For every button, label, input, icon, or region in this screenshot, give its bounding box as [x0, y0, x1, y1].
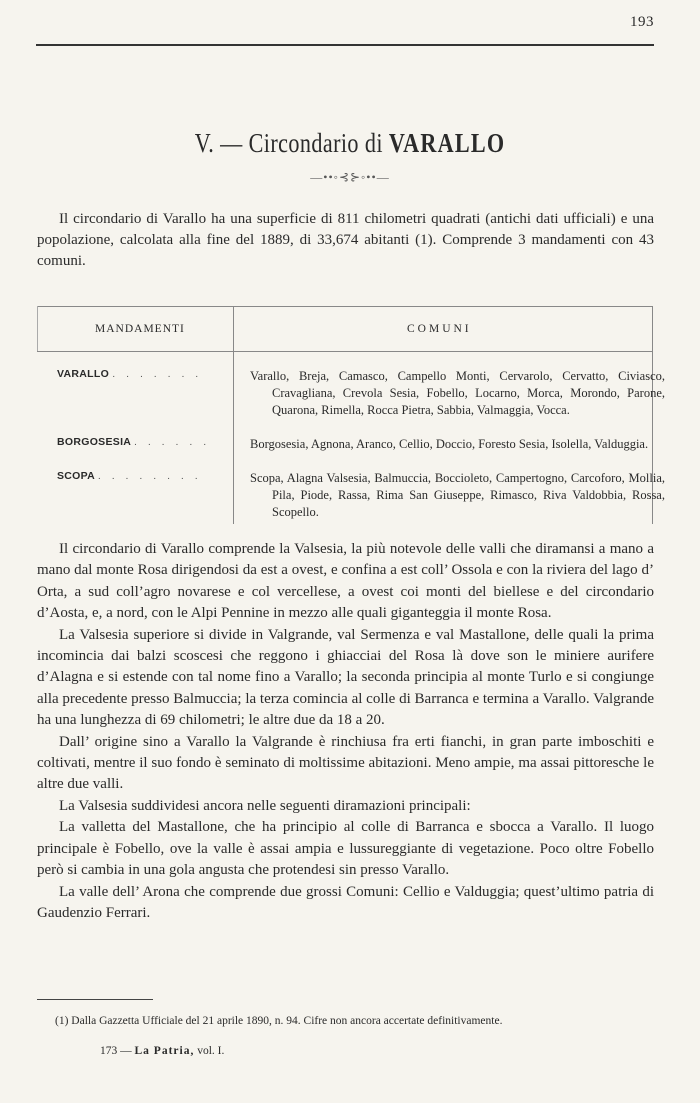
mandamento-name: SCOPA: [57, 470, 95, 482]
chapter-title-prefix: V. — Circondario di: [194, 128, 389, 158]
mandamenti-table: [37, 306, 665, 524]
header-comuni: COMUNI: [407, 323, 472, 335]
paragraph: La Valsesia superiore si divide in Valgrande, val Sermenza e val Mastallone, delle quali la prima incomincia dai balzi scoscesi che reggono i ghiacciai del Rosa là dove son le miniere aurifere d’Alagna e si estende con tal nome fino a Varallo; la seconda principia al monte Turlo e si congiunge alla precedente presso Balmuccia; la terza comincia al colle di Barranca e termina a Varallo. Valgrande ha una lunghezza di 69 chilometri; le altre due da 18 a 20.: [37, 626, 654, 729]
mandamento-name: BORGOSESIA: [57, 436, 131, 448]
mandamento-cell: [57, 368, 229, 380]
intro-paragraph: Il circondario di Varallo ha una superficie di 811 chilometri quadrati (antichi dati ufficiali) e una popolazione, calcolata alla fine del 1889, di 33,674 abitanti (1). Comprende 3 mandamenti con 43 comuni.: [37, 211, 654, 269]
header-rule: [36, 44, 654, 46]
comuni-list: Varallo, Breja, Camasco, Campello Monti, Cervarolo, Cervatto, Civiasco, Cravagliana, Crevola Sesia, Fobello, Locarno, Morca, Morondo, Parone, Quarona, Rimella, Rocca Pietra, Sabbia, Valmaggia, Vocca.: [250, 369, 665, 417]
signature-publication: La Patria,: [134, 1045, 195, 1057]
printer-signature: [100, 1045, 224, 1057]
paragraph: La valletta del Mastallone, che ha principio al colle di Barranca e sbocca a Varallo. Il luogo principale è Fobello, ove la valle è assai ampia e lussureggiante di vegetazione. Poco oltre Fobello però si cambia in una gola angusta che protendesi sin presso Varallo.: [37, 819, 654, 879]
comuni-list: Borgosesia, Agnona, Aranco, Cellio, Doccio, Foresto Sesia, Isolella, Valduggia.: [250, 437, 649, 451]
leader-dots: . . . . . .: [134, 436, 211, 448]
footnote: (1) Dalla Gazzetta Ufficiale del 21 aprile 1890, n. 94. Cifre non ancora accertate definitivamente.: [55, 1015, 503, 1027]
page-number: 193: [630, 14, 654, 30]
table-column-rule: [233, 306, 234, 524]
chapter-title-name: VARALLO: [388, 128, 506, 158]
table-left-rule: [37, 306, 38, 352]
signature-sheet: 173 —: [100, 1045, 132, 1057]
footnote-rule: [37, 999, 153, 1000]
title-ornament: —••◦⊰⊱◦••—: [310, 170, 390, 184]
paragraph: Il circondario di Varallo comprende la Valsesia, la più notevole delle valli che diramansi a mano a mano dal monte Rosa dirigendosi da est a ovest, e confina a est coll’ Ossola e con la riviera del lago d’ Orta, a sud coll’agro novarese e col vercellese, a ovest coi monti del biellese e del circondario d’Aosta, e, a nord, con le Alpi Pennine in mezzo alle quali giganteggia il monte Rosa.: [37, 541, 654, 622]
leader-dots: . . . . . . .: [112, 368, 203, 380]
body-text: [37, 539, 654, 924]
paragraph: La valle dell’ Arona che comprende due grossi Comuni: Cellio e Valduggia; quest’ultimo patria di Gaudenzio Ferrari.: [37, 883, 654, 921]
comuni-list: Scopa, Alagna Valsesia, Balmuccia, Boccioleto, Campertogno, Carcoforo, Mollia, Pila, Piode, Rassa, Rima San Giuseppe, Rimasco, Riva Valdobbia, Rossa, Scopello.: [250, 471, 665, 519]
table-top-rule: [37, 306, 653, 307]
mandamento-cell: [57, 436, 229, 448]
signature-volume: vol. I.: [197, 1045, 225, 1057]
paragraph: Dall’ origine sino a Varallo la Valgrande è rinchiusa fra erti fianchi, in gran parte imboschiti e coltivati, mentre il suo fondo è seminato di moltissime abitazioni. Meno ampie, ma assai pittoresche le altre due valli.: [37, 733, 654, 793]
chapter-title: [63, 128, 637, 159]
leader-dots: . . . . . . . .: [97, 470, 202, 482]
mandamento-name: VARALLO: [57, 368, 110, 380]
header-mandamenti: MANDAMENTI: [95, 323, 185, 335]
table-header-rule: [37, 351, 653, 352]
mandamento-cell: [57, 470, 229, 482]
paragraph: La Valsesia suddividesi ancora nelle seguenti diramazioni principali:: [59, 797, 471, 814]
